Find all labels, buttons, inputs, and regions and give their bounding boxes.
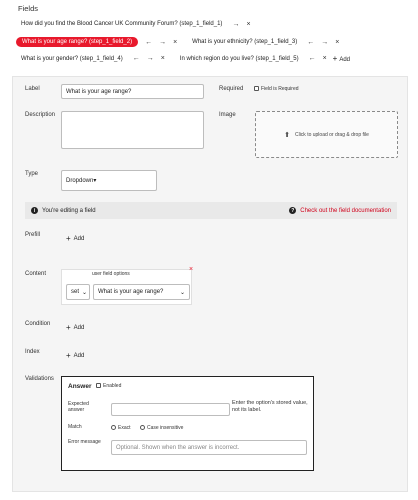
- close-icon[interactable]: ×: [160, 55, 165, 62]
- plus-icon: +: [332, 54, 338, 63]
- type-select[interactable]: [61, 170, 157, 191]
- plus-icon: +: [66, 323, 71, 332]
- match-exact-radio-dot[interactable]: [111, 425, 116, 430]
- help-icon: ?: [291, 207, 295, 214]
- prefill-add-button[interactable]: [66, 234, 84, 243]
- match-label: Match: [68, 424, 82, 430]
- enabled-checkbox-box[interactable]: [96, 383, 101, 388]
- content-op-select[interactable]: [66, 284, 90, 300]
- required-checkbox-box[interactable]: [254, 86, 259, 91]
- error-message-input[interactable]: [111, 440, 307, 455]
- index-label: Index: [25, 349, 40, 355]
- move-right-icon[interactable]: →: [321, 38, 329, 46]
- validations-box: [61, 376, 314, 471]
- page-title: Fields: [18, 4, 39, 13]
- required-label: Required: [219, 86, 244, 92]
- move-left-icon[interactable]: ←: [307, 38, 315, 46]
- validations-label: Validations: [25, 376, 54, 382]
- expected-answer-label: Expected answer: [68, 401, 89, 413]
- plus-icon: +: [66, 351, 71, 360]
- description-label: Description: [25, 112, 56, 118]
- field-tabs-row-3: [18, 54, 350, 63]
- move-left-icon[interactable]: ←: [308, 55, 316, 62]
- error-message-label: Error message: [68, 439, 101, 445]
- enabled-checkbox[interactable]: [96, 383, 121, 389]
- match-case-radio[interactable]: [140, 425, 183, 431]
- image-dropzone[interactable]: [255, 111, 398, 158]
- index-add-button[interactable]: [66, 351, 84, 360]
- content-value-select[interactable]: [93, 284, 190, 300]
- editing-text: You're editing a field: [42, 207, 96, 214]
- index-add-label: Add: [73, 352, 85, 359]
- move-right-icon[interactable]: →: [159, 38, 167, 46]
- field-tabs-row-2: [16, 37, 339, 47]
- field-tab-step-1-field-3[interactable]: What is your ethnicity? (step_1_field_3): [192, 39, 298, 45]
- add-field-button[interactable]: [333, 54, 350, 63]
- expected-answer-input[interactable]: [111, 403, 230, 416]
- description-textarea[interactable]: [61, 111, 204, 149]
- match-case-label: Case insensitive: [147, 425, 184, 431]
- upload-icon: ⬆: [284, 131, 290, 139]
- content-hint: user field options: [92, 271, 130, 277]
- chevron-down-icon: ▾: [93, 178, 97, 184]
- condition-add-label: Add: [73, 324, 85, 331]
- required-checkbox[interactable]: [254, 86, 299, 92]
- match-exact-radio[interactable]: [111, 425, 131, 431]
- match-case-radio-dot[interactable]: [140, 425, 145, 430]
- type-label: Type: [25, 171, 39, 177]
- type-select-value: Dropdown: [66, 177, 94, 184]
- label-input[interactable]: [61, 84, 204, 99]
- field-tab-step-1-field-1[interactable]: How did you find the Blood Cancer UK Community Forum? (step_1_field_1): [21, 21, 223, 27]
- content-label: Content: [25, 271, 47, 277]
- chevron-down-icon: ⌄: [179, 289, 185, 296]
- add-field-label: Add: [339, 57, 351, 63]
- answer-heading: Answer: [68, 383, 92, 390]
- info-icon: i: [31, 207, 38, 214]
- plus-icon: +: [66, 234, 71, 243]
- move-left-icon[interactable]: ←: [145, 38, 153, 46]
- field-tab-step-1-field-5[interactable]: In which region do you live? (step_1_field_5): [179, 55, 299, 62]
- prefill-add-label: Add: [73, 235, 85, 242]
- dropzone-text: Click to upload or drag & drop file: [294, 131, 369, 138]
- prefill-label: Prefill: [25, 232, 41, 238]
- label-label: Label: [25, 86, 40, 92]
- close-icon[interactable]: ×: [173, 38, 178, 46]
- chevron-down-icon: ⌄: [82, 289, 88, 296]
- close-icon[interactable]: ×: [335, 38, 340, 46]
- enabled-checkbox-label: Enabled: [103, 383, 122, 389]
- error-message-placeholder: Optional. Shown when the answer is incorrect.: [116, 444, 240, 451]
- close-icon[interactable]: ×: [246, 20, 251, 28]
- condition-add-button[interactable]: [66, 323, 84, 332]
- move-right-icon[interactable]: →: [146, 55, 154, 62]
- expected-answer-hint: Enter the option's stored value, not its label.: [232, 400, 308, 414]
- condition-label: Condition: [25, 321, 51, 327]
- label-input-value: What is your age range?: [66, 88, 132, 95]
- field-tabs-row-1: [18, 20, 251, 28]
- image-label: Image: [219, 112, 236, 118]
- required-checkbox-label: Field is Required: [261, 86, 299, 92]
- remove-content-icon[interactable]: ×: [189, 266, 194, 273]
- field-docs-link[interactable]: [289, 207, 391, 214]
- content-op-value: set: [71, 289, 80, 295]
- editing-banner: [25, 202, 397, 219]
- close-icon[interactable]: ×: [322, 55, 327, 62]
- move-left-icon[interactable]: ←: [132, 55, 140, 62]
- content-value: What is your age range?: [98, 289, 164, 295]
- field-tab-step-1-field-4[interactable]: What is your gender? (step_1_field_4): [21, 55, 123, 62]
- move-right-icon[interactable]: →: [232, 20, 240, 28]
- match-exact-label: Exact: [118, 425, 131, 431]
- field-docs-link-text: Check out the field documentation: [300, 207, 391, 214]
- field-tab-step-1-field-2[interactable]: What is your age range? (step_1_field_2): [16, 37, 138, 47]
